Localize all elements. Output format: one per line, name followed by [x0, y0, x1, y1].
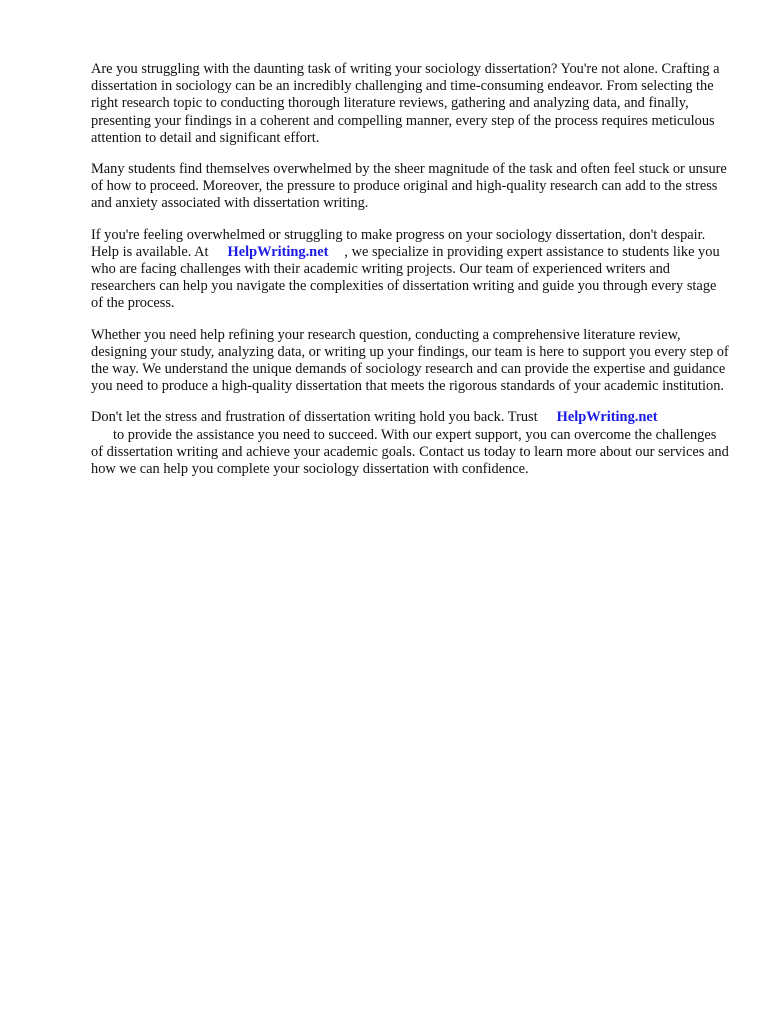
helpwriting-link[interactable]: HelpWriting.net	[227, 243, 329, 260]
paragraph-closing-text-after: to provide the assistance you need to succeed. With our expert support, you can overcome the challenges of dissertation writing and achieve your academic goals. Contact us today to learn more about our services and how we can help you complete your sociology dissertation with confidence.	[91, 426, 729, 478]
paragraph-closing-text-before: Don't let the stress and frustration of dissertation writing hold you back. Trust	[91, 409, 538, 426]
paragraph-overwhelmed: Many students find themselves overwhelmed by the sheer magnitude of the task and often feel stuck or unsure of how to proceed. Moreover, the pressure to produce original and high-quality research can add to the stress and anxiety associated with dissertation writing.	[91, 161, 727, 212]
helpwriting-link-closing[interactable]: HelpWriting.net	[556, 409, 658, 426]
paragraph-intro: Are you struggling with the daunting task of writing your sociology dissertation? You're not alone. Crafting a dissertation in sociology can be an incredibly challenging and time-consuming endeavor. From selecting the right research topic to conducting thorough literature reviews, gathering and analyzing data, and finally, presenting your findings in a coherent and compelling manner, every step of the process requires meticulous attention to detail and significant effort.	[91, 61, 720, 146]
document-body	[91, 61, 731, 492]
paragraph-support: Whether you need help refining your research question, conducting a comprehensive literature review, designing your study, analyzing data, or writing up your findings, our team is here to support you every step of the way. We understand the unique demands of sociology research and can provide the expertise and guidance you need to produce a high-quality dissertation that meets the rigorous standards of your academic institution.	[91, 326, 729, 395]
paragraph-closing	[91, 409, 731, 478]
paragraph-help-available	[91, 227, 731, 313]
paragraph-help-available-text-before: If you're feeling overwhelmed or struggling to make progress on your sociology dissertation, don't despair. Help is available. At	[91, 226, 706, 260]
paragraph-help-available-text-after: , we specialize in providing expert assistance to students like you who are facing challenges with their academic writing projects. Our team of experienced writers and researchers can help you navigate the complexities of dissertation writing and guide you through every stage of the process.	[91, 243, 720, 312]
